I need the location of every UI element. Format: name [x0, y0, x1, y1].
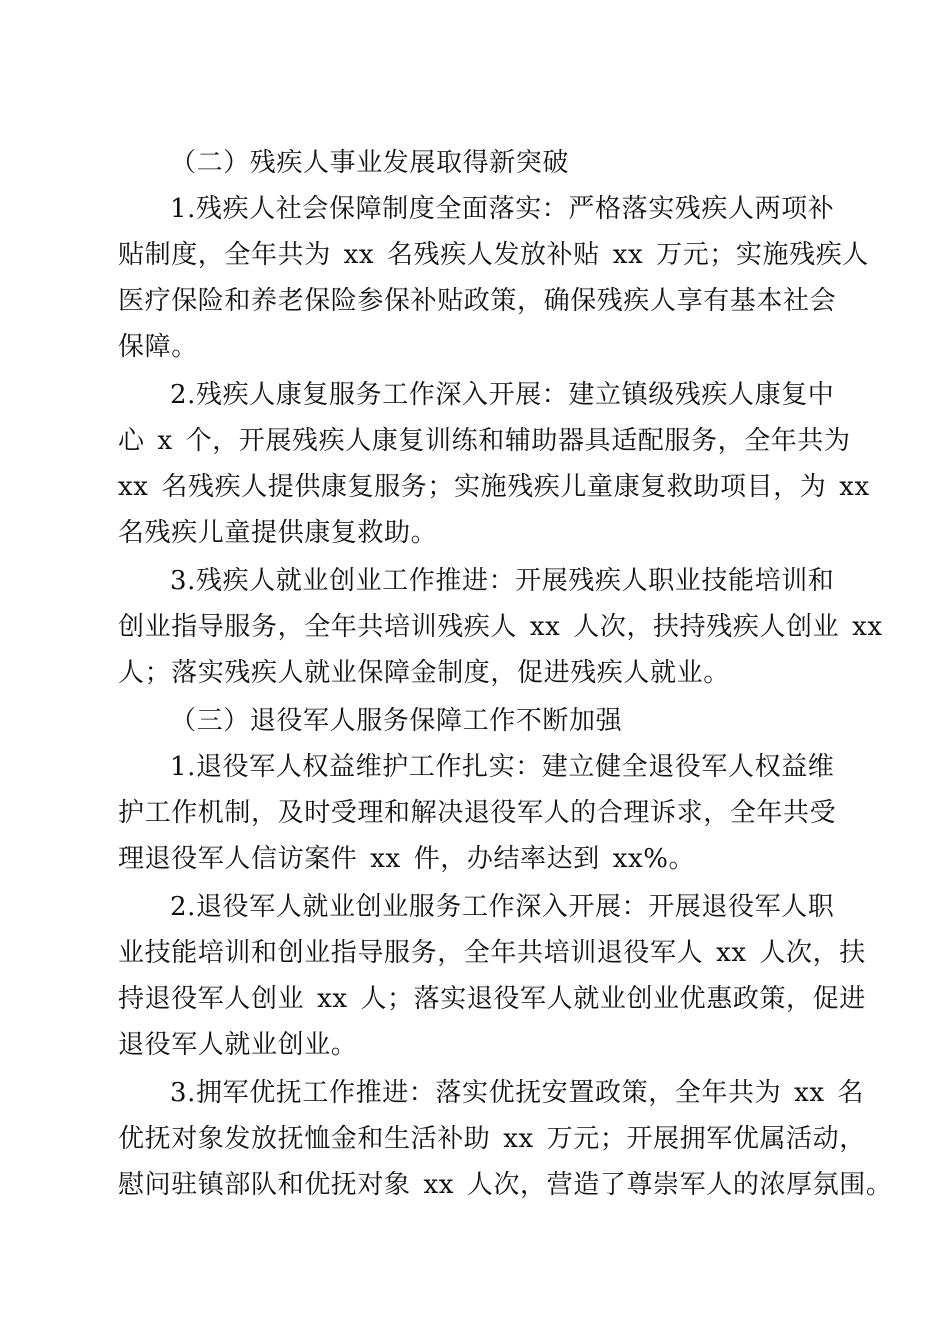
text-line: 2.退役军人就业创业服务工作深入开展：开展退役军人职	[170, 892, 835, 922]
text-line: 持退役军人创业 xx 人；落实退役军人就业创业优惠政策，促进	[118, 984, 866, 1014]
text-line: 1.退役军人权益维护工作扎实：建立健全退役军人权益维	[170, 752, 835, 782]
section-disabled-persons	[118, 140, 883, 696]
text-line: 业技能培训和创业指导服务，全年共培训退役军人 xx 人次，扶	[118, 938, 866, 968]
text-line: 理退役军人信访案件 xx 件，办结率达到 xx%。	[118, 844, 696, 874]
paragraph-military-support	[118, 1070, 893, 1208]
paragraph-employment	[118, 558, 883, 696]
text-line: 心 x 个，开展残疾人康复训练和辅助器具适配服务，全年共为	[118, 426, 851, 456]
text-line: 优抚对象发放抚恤金和生活补助 xx 万元；开展拥军优属活动，	[118, 1124, 866, 1154]
text-line: 名残疾儿童提供康复救助。	[118, 518, 438, 548]
text-line: 医疗保险和养老保险参保补贴政策，确保残疾人享有基本社会	[118, 286, 837, 316]
paragraph-rehabilitation	[118, 372, 870, 556]
text-line: 人；落实残疾人就业保障金制度，促进残疾人就业。	[118, 658, 730, 688]
text-line: 2.残疾人康复服务工作深入开展：建立镇级残疾人康复中	[170, 380, 835, 410]
text-line: 保障。	[118, 332, 198, 362]
paragraph-rights-protection	[118, 744, 837, 882]
section-heading: （二）残疾人事业发展取得新突破	[170, 148, 570, 178]
text-line: 3.残疾人就业创业工作推进：开展残疾人职业技能培训和	[170, 566, 835, 596]
section-heading: （三）退役军人服务保障工作不断加强	[170, 706, 623, 736]
text-line: 护工作机制，及时受理和解决退役军人的合理诉求，全年共受	[118, 798, 837, 828]
text-line: xx 名残疾人提供康复服务；实施残疾儿童康复救助项目，为 xx	[118, 472, 870, 502]
paragraph-social-security	[118, 186, 869, 370]
text-line: 慰问驻镇部队和优抚对象 xx 人次，营造了尊崇军人的浓厚氛围。	[118, 1170, 893, 1200]
text-line: 创业指导服务，全年共培训残疾人 xx 人次，扶持残疾人创业 xx	[118, 612, 883, 642]
text-line: 1.残疾人社会保障制度全面落实：严格落实残疾人两项补	[170, 194, 835, 224]
text-line: 贴制度，全年共为 xx 名残疾人发放补贴 xx 万元；实施残疾人	[118, 240, 869, 270]
section-veterans	[118, 698, 893, 1208]
paragraph-veteran-employment	[118, 884, 866, 1068]
text-line: 3.拥军优抚工作推进：落实优抚安置政策，全年共为 xx 名	[170, 1078, 865, 1108]
document-page	[118, 140, 893, 1210]
text-line: 退役军人就业创业。	[118, 1030, 358, 1060]
